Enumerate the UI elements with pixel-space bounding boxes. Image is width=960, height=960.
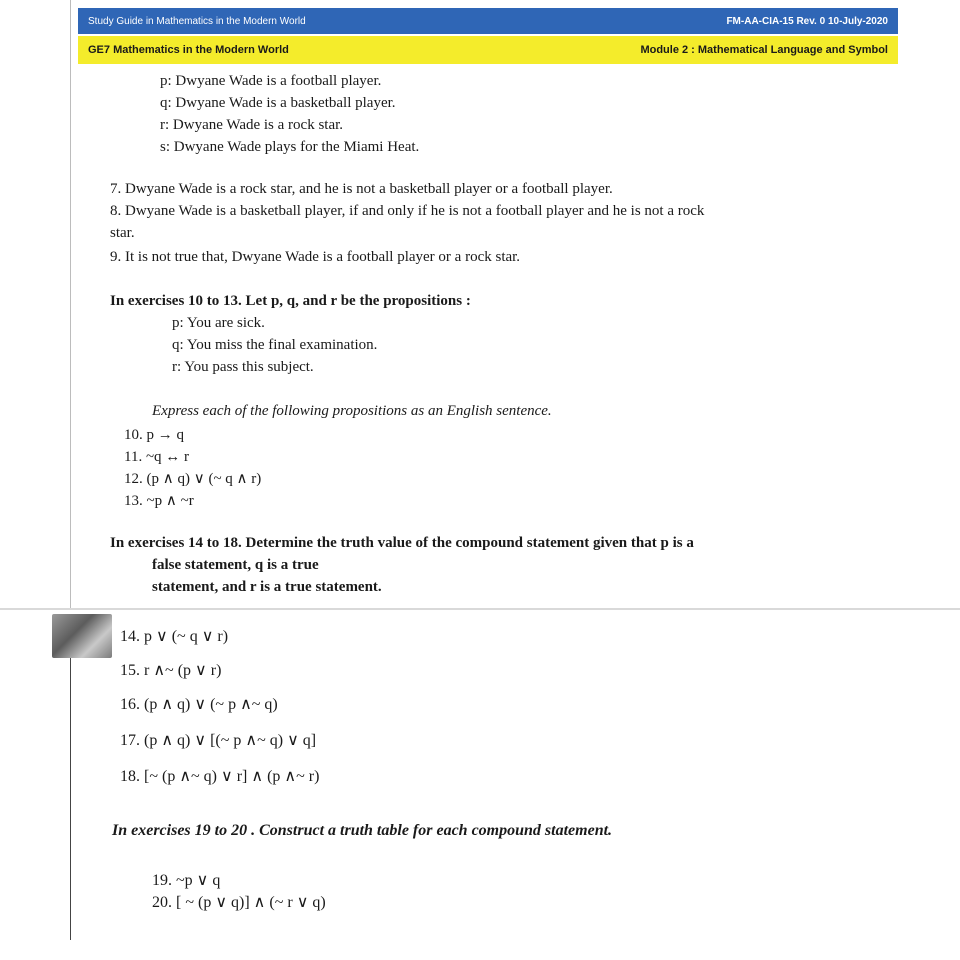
exercise-16: 16. (p ∧ q) ∨ (~ p ∧~ q) xyxy=(120,696,278,713)
header-course-guide: Study Guide in Mathematics in the Modern World xyxy=(88,15,306,27)
proposition-s: s: Dwyane Wade plays for the Miami Heat. xyxy=(160,139,420,155)
section-heading-10-13: In exercises 10 to 13. Let p, q, and r be the propositions : xyxy=(110,293,471,309)
header-module-title: Module 2 : Mathematical Language and Symbol xyxy=(640,44,888,56)
proposition-r: r: Dwyane Wade is a rock star. xyxy=(160,117,344,133)
photo-fragment-image xyxy=(52,614,112,658)
exercise-13: 13. ~p ∧ ~r xyxy=(124,493,194,509)
exercise-19: 19. ~p ∨ q xyxy=(152,872,221,889)
exercise-12: 12. (p ∧ q) ∨ (~ q ∧ r) xyxy=(124,471,262,487)
exercise-8-continued: star. xyxy=(110,225,135,241)
proposition-pass: r: You pass this subject. xyxy=(172,359,314,375)
page-edge xyxy=(70,0,71,608)
exercise-8: 8. Dwyane Wade is a basketball player, if and only if he is not a football player and he is not a rock xyxy=(110,203,705,219)
exercise-9: 9. It is not true that, Dwyane Wade is a football player or a rock star. xyxy=(110,249,521,265)
proposition-q: q: Dwyane Wade is a basketball player. xyxy=(160,95,396,111)
page-edge-lower xyxy=(70,640,71,940)
exercise-17: 17. (p ∧ q) ∨ [(~ p ∧~ q) ∨ q] xyxy=(120,732,317,749)
exercise-7: 7. Dwyane Wade is a rock star, and he is not a basketball player or a football player. xyxy=(110,181,613,197)
instruction-express: Express each of the following propositions as an English sentence. xyxy=(152,403,552,419)
section-heading-19-20: In exercises 19 to 20 . Construct a truth table for each compound statement. xyxy=(112,822,613,839)
header-form-code: FM-AA-CIA-15 Rev. 0 10-July-2020 xyxy=(726,15,888,27)
exercise-18: 18. [~ (p ∧~ q) ∨ r] ∧ (p ∧~ r) xyxy=(120,768,320,785)
section-heading-14-18-line2: false statement, q is a true xyxy=(152,557,319,573)
exercise-10: 10. p → q xyxy=(124,427,184,443)
exercise-15: 15. r ∧~ (p ∨ r) xyxy=(120,662,222,679)
exercise-14: 14. p ∨ (~ q ∨ r) xyxy=(120,628,229,645)
proposition-miss-exam: q: You miss the final examination. xyxy=(172,337,378,353)
section-heading-14-18-line3: statement, and r is a true statement. xyxy=(152,579,382,595)
header-course-title: GE7 Mathematics in the Modern World xyxy=(88,44,289,56)
exercise-20: 20. [ ~ (p ∨ q)] ∧ (~ r ∨ q) xyxy=(152,894,326,911)
proposition-sick: p: You are sick. xyxy=(172,315,265,331)
header-bar-blue xyxy=(78,8,898,34)
header-bar-yellow xyxy=(78,36,898,64)
proposition-p: p: Dwyane Wade is a football player. xyxy=(160,73,382,89)
photo-seam xyxy=(0,608,960,610)
section-heading-14-18: In exercises 14 to 18. Determine the truth value of the compound statement given that p is a xyxy=(110,535,694,551)
exercise-11: 11. ~q ↔ r xyxy=(124,449,190,465)
